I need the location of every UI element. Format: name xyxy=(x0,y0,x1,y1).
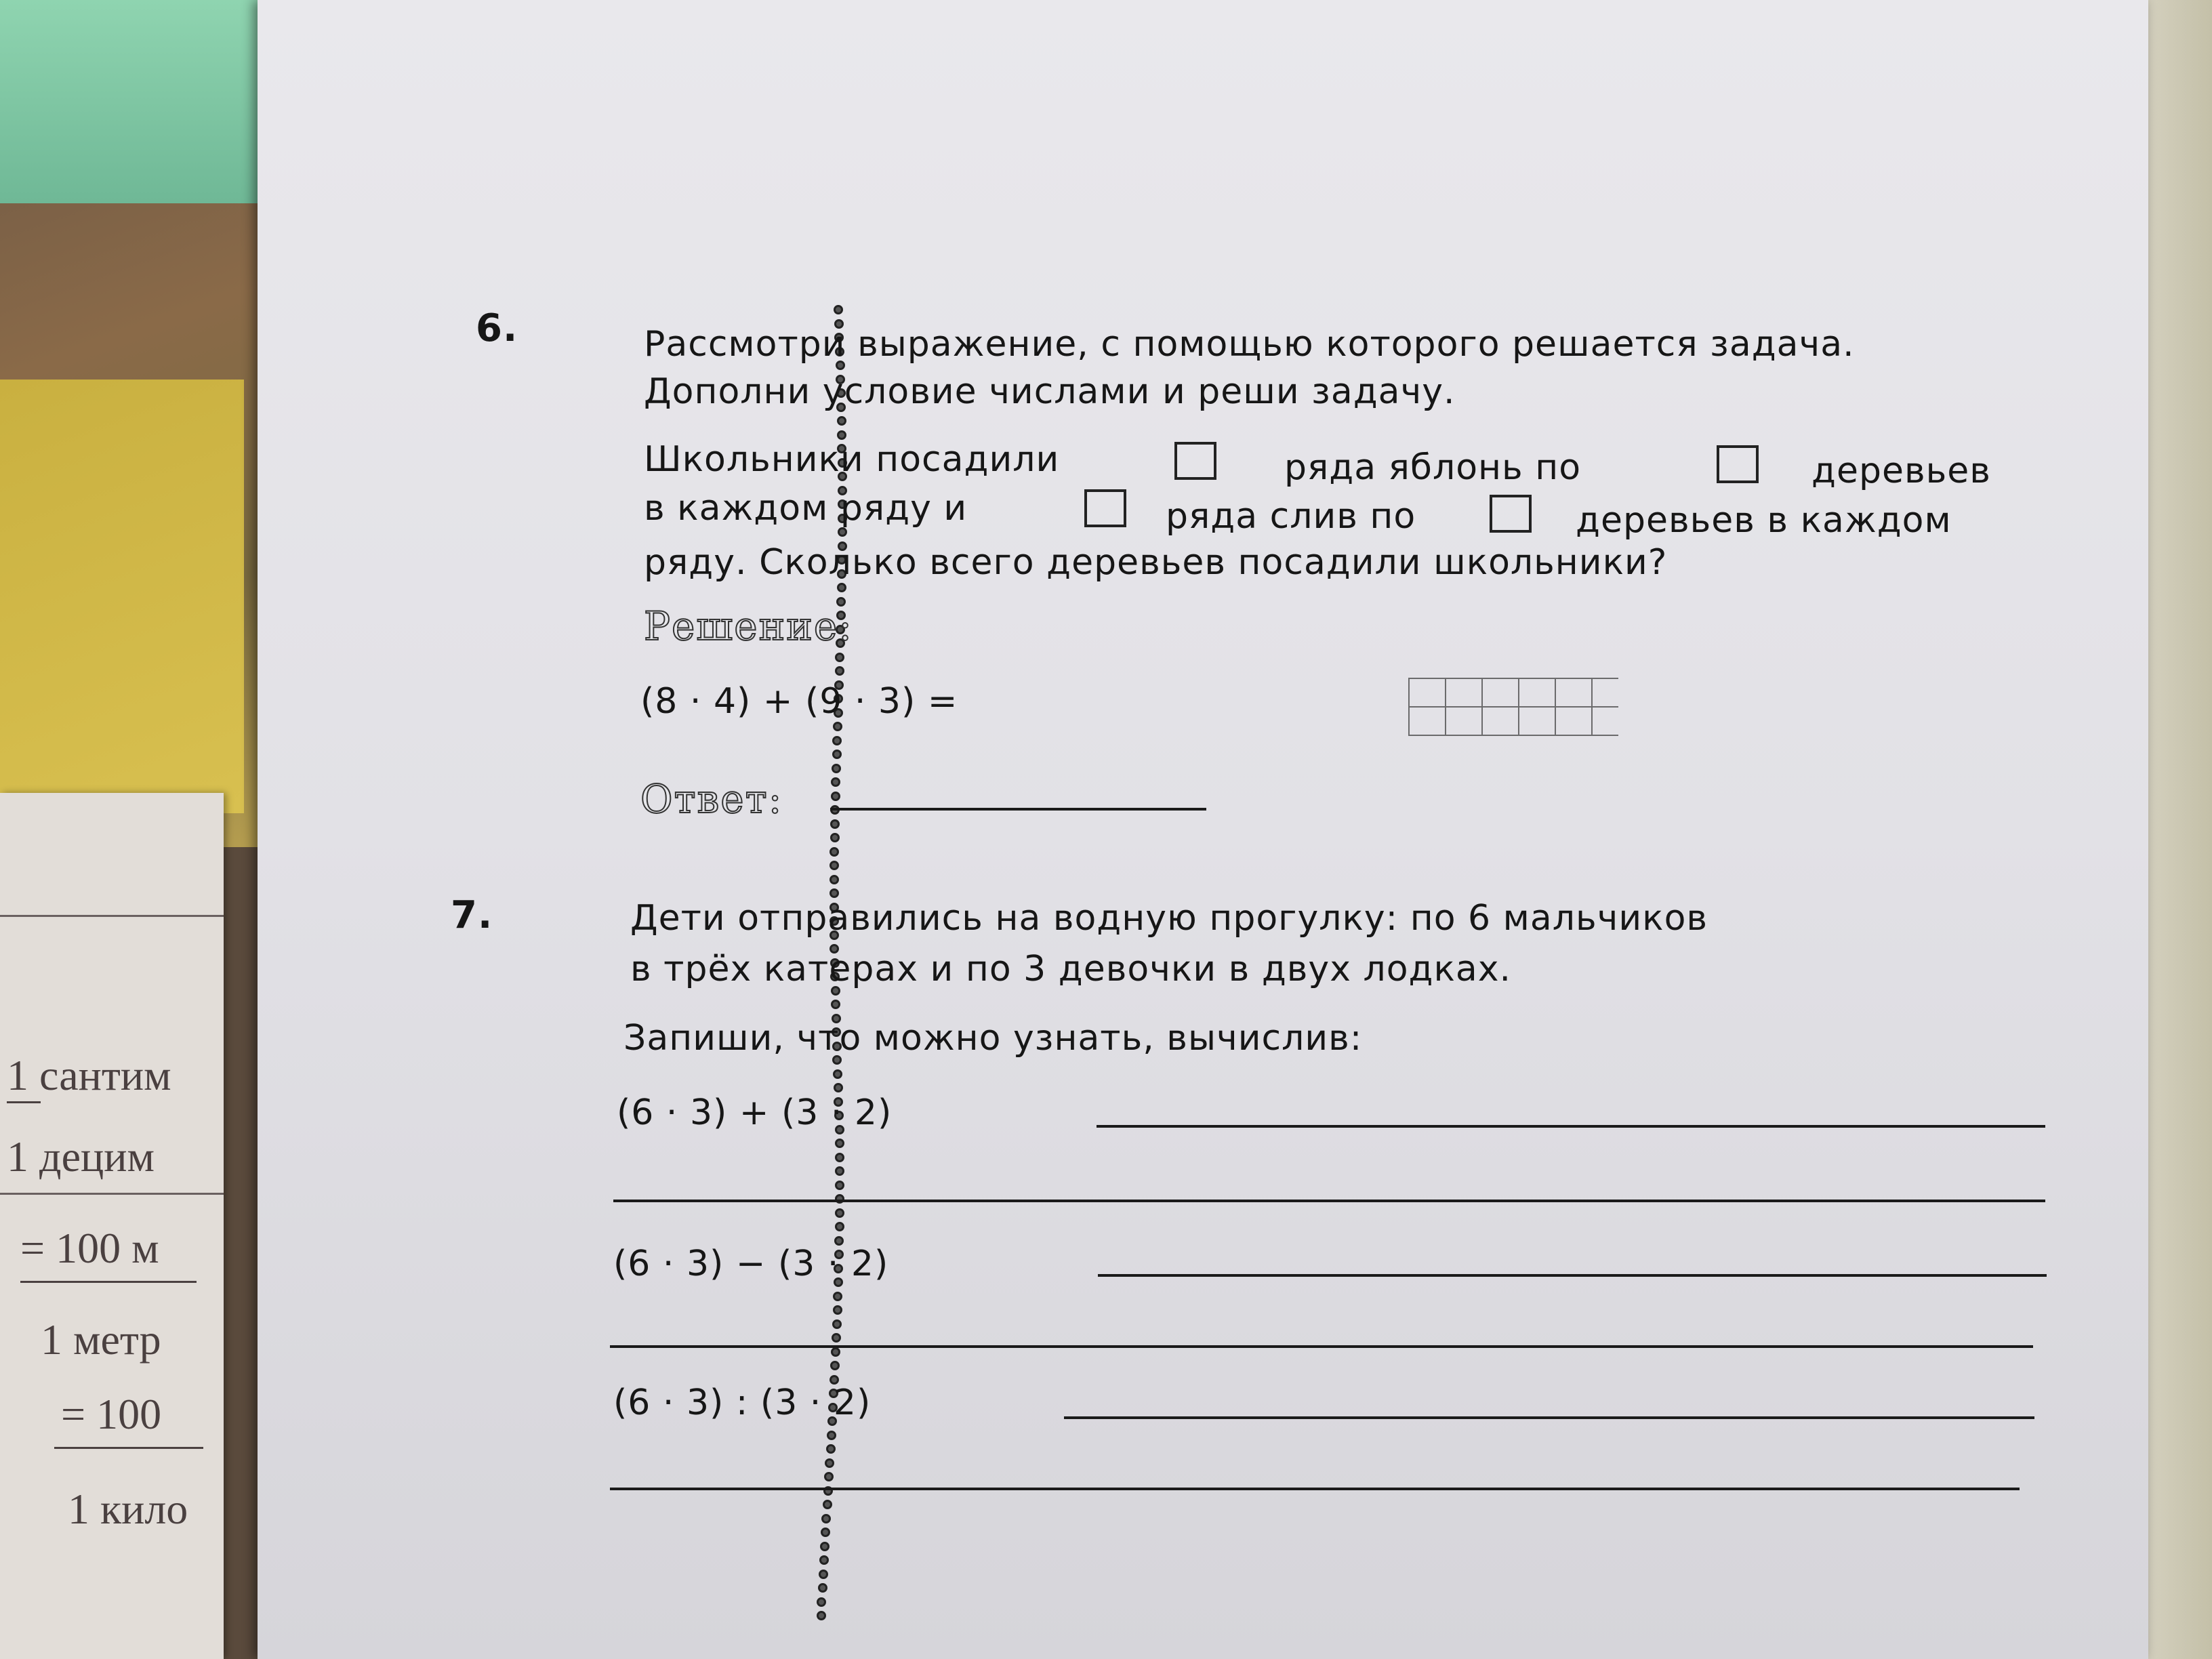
perforation-dot xyxy=(833,722,842,731)
perforation-dot xyxy=(817,1611,826,1620)
answer-line[interactable] xyxy=(1064,1416,2034,1419)
perforation-dot xyxy=(830,847,839,857)
answer-box[interactable] xyxy=(1084,489,1126,527)
perforation-dot xyxy=(823,1500,832,1509)
perforation-dot xyxy=(837,583,846,592)
perforation-dot xyxy=(833,1292,842,1301)
perforation-dot xyxy=(830,875,839,884)
card-row: 1 метр xyxy=(41,1315,161,1364)
condition-text: ряда яблонь по xyxy=(1284,447,1582,488)
card-rule xyxy=(0,1193,224,1195)
perforation-dot xyxy=(835,666,844,676)
perforation-dot xyxy=(835,1139,844,1148)
perforation-dot xyxy=(833,1069,842,1079)
condition-text: Школьники посадили xyxy=(644,439,1060,480)
perforation-dot xyxy=(818,1583,827,1593)
answer-label: Ответ: xyxy=(640,776,783,822)
perforation-dot xyxy=(832,764,841,773)
answer-box[interactable] xyxy=(1490,495,1532,533)
perforation-dot xyxy=(830,888,839,898)
expression: (6 · 3) : (3 · 2) xyxy=(613,1382,872,1423)
perforation-dot xyxy=(832,1333,841,1343)
perforation-dot xyxy=(819,1570,828,1579)
expression: (6 · 3) − (3 · 2) xyxy=(613,1244,889,1284)
condition-text: ряда слив по xyxy=(1166,496,1416,537)
perforation-dot xyxy=(827,1431,836,1440)
perforation-dot xyxy=(831,1347,840,1357)
perforation-dot xyxy=(834,1083,843,1092)
perforation-dot xyxy=(825,1458,834,1468)
expression: (6 · 3) + (3 · 2) xyxy=(617,1092,893,1133)
perforation-dot xyxy=(832,750,842,759)
perforation-dot xyxy=(837,416,846,426)
perforation-dot xyxy=(831,792,840,801)
perforation-dot xyxy=(826,1444,836,1454)
condition-text: деревьев xyxy=(1811,451,1991,491)
perforation-dot xyxy=(817,1597,826,1607)
card-underline xyxy=(20,1281,197,1283)
perforation-dot xyxy=(833,1305,842,1315)
perforation-dot xyxy=(830,819,840,829)
task-instruction: Запиши, что можно узнать, вычислив: xyxy=(623,1018,1363,1059)
card-row: = 100 xyxy=(61,1390,162,1438)
card-underline xyxy=(54,1447,203,1449)
answer-line[interactable] xyxy=(613,1200,2045,1202)
perforation-dot xyxy=(832,736,842,745)
perforation-dot xyxy=(834,305,843,314)
task-number: 7. xyxy=(451,893,493,937)
card-row: 1 сантим xyxy=(7,1051,171,1099)
perforation-dot xyxy=(832,1319,842,1329)
perforation-dot xyxy=(835,1153,844,1162)
solution-expression: (8 · 4) + (9 · 3) = xyxy=(640,681,958,722)
answer-line[interactable] xyxy=(610,1345,2033,1348)
perforation-dot xyxy=(835,1208,844,1218)
perforation-dot xyxy=(838,527,847,537)
solution-label: Решение: xyxy=(644,603,853,649)
perforation-dot xyxy=(830,861,839,870)
condition-text: в каждом ряду и xyxy=(644,488,968,529)
perforation-dot xyxy=(835,1181,844,1190)
perforation-dot xyxy=(835,1222,844,1231)
task-number: 6. xyxy=(476,306,518,350)
perforation-dot xyxy=(831,777,840,787)
answer-line[interactable] xyxy=(1097,1125,2045,1128)
yellow-card xyxy=(0,380,244,813)
task-text: Рассмотри выражение, с помощью которого решается задача. xyxy=(644,324,1855,365)
perforation-dot xyxy=(831,1000,840,1009)
measurement-card xyxy=(0,793,224,1659)
condition-text: ряду. Сколько всего деревьев посадили школьники? xyxy=(644,542,1668,583)
card-row: 1 кило xyxy=(68,1485,188,1533)
card-row: 1 децим xyxy=(7,1132,155,1181)
perforation-dot xyxy=(819,1555,829,1565)
task-text: Дети отправились на водную прогулку: по 6 мальчиков xyxy=(630,898,1708,939)
perforation-dot xyxy=(821,1528,830,1537)
condition-text: деревьев в каждом xyxy=(1576,500,1952,541)
answer-line[interactable] xyxy=(1098,1274,2047,1277)
perforation-dot xyxy=(821,1514,831,1523)
answer-grid[interactable] xyxy=(1408,678,1618,736)
task-text: в трёх катерах и по 3 девочки в двух лодках. xyxy=(630,949,1512,989)
card-row: = 100 м xyxy=(20,1224,159,1272)
perforation-dot xyxy=(824,1472,834,1481)
perforation-dot xyxy=(835,1166,844,1176)
answer-line[interactable] xyxy=(610,1488,2020,1490)
answer-box[interactable] xyxy=(1174,442,1216,480)
perforation-dot xyxy=(837,430,846,440)
worksheet-page xyxy=(258,0,2148,1659)
answer-line[interactable] xyxy=(830,808,1206,811)
task-text: Дополни условие числами и реши задачу. xyxy=(644,371,1456,412)
green-card xyxy=(0,0,258,203)
card-rule xyxy=(0,915,224,917)
perforation-dot xyxy=(820,1542,830,1551)
answer-box[interactable] xyxy=(1717,445,1759,483)
perforation-dot xyxy=(830,1361,840,1370)
perforation-dot xyxy=(830,833,840,842)
perforation-dot xyxy=(835,653,844,662)
card-underline xyxy=(7,1101,41,1103)
